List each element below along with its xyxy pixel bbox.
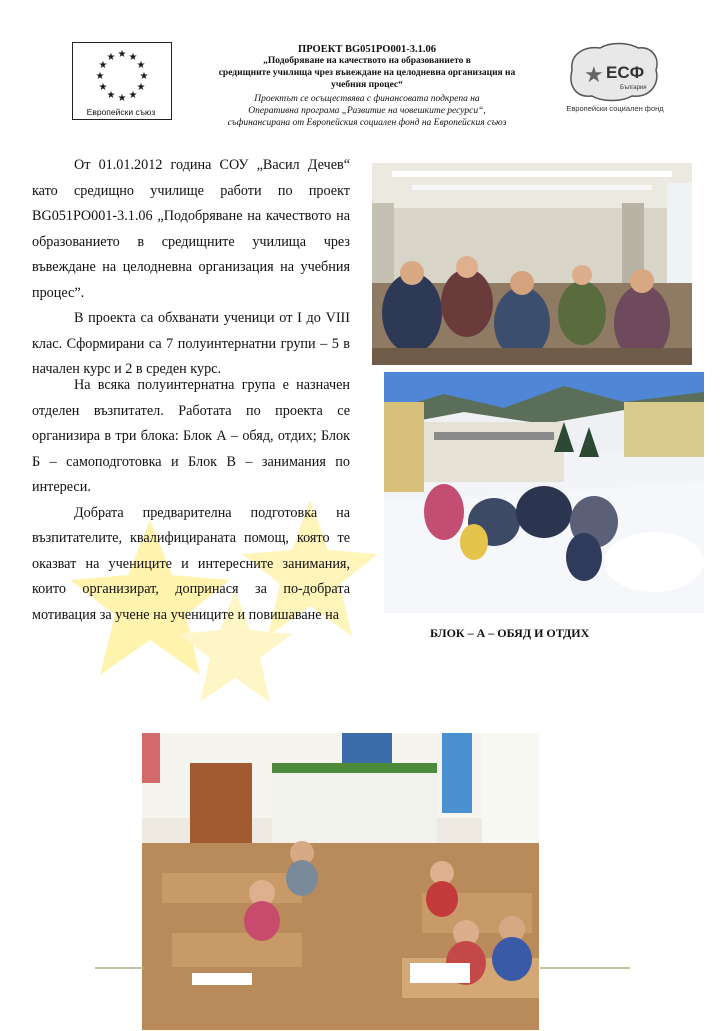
eu-label: Европейски съюз (86, 107, 156, 117)
canteen-photo (372, 163, 692, 365)
svg-text:★: ★ (128, 52, 138, 63)
project-title-3: учебния процес“ (331, 80, 403, 90)
footer-divider-left (95, 967, 143, 969)
svg-text:★: ★ (98, 60, 108, 71)
eu-stars-icon (73, 43, 171, 105)
project-header (178, 44, 556, 129)
svg-text:★: ★ (128, 90, 138, 101)
project-title-1: „Подобряване на качеството на образованието в (263, 56, 471, 66)
svg-text:★: ★ (139, 71, 149, 82)
svg-text:★: ★ (136, 82, 146, 93)
paragraph: В проекта са обхванати ученици от I до VIII клас. Сформирани са 7 полуинтернатни групи – 5 в начален курс и 2 в среден курс. (32, 310, 350, 377)
svg-text:★: ★ (98, 82, 108, 93)
project-code: ПРОЕКТ BG051PO001-3.1.06 (298, 44, 436, 55)
svg-text:★: ★ (106, 90, 116, 101)
svg-text:★: ★ (95, 71, 105, 82)
funding-line-2: Оперативна програма „Развитие на човешките ресурси“, (248, 106, 486, 116)
paragraph: Добрата предварителна подготовка на възпитателите, квалифицираната помощ, която те оказват на учениците и интересните занимания, които организират, допринася за по-добрата мотивация за учене на учениците и повишаване на (32, 504, 350, 623)
funding-line-3: съфинансирана от Европейския социален фонд на Европейския съюз (227, 118, 507, 128)
paragraph: От 01.01.2012 година СОУ „Васил Дечев“ като средищно училище работи по проект BG051PO001-3.1.06 „Подобряване на качеството на образованието в средищните училища чрез въвеждане на целодневна организация на учебния процес”. (32, 157, 350, 301)
esf-sub-text: България (620, 85, 647, 91)
svg-text:★: ★ (106, 52, 116, 63)
intro-text-block (32, 153, 350, 383)
footer-divider-right (540, 967, 630, 969)
esf-logo-text: ЕСФ (606, 63, 645, 82)
snow-playground-photo (384, 372, 704, 613)
paragraph: На всяка полуинтернатна група е назначен отделен възпитател. Работата по проекта се организира в три блока: Блок А – обяд, отдих; Блок Б – самоподготовка и Блок В – занимания по интереси. (32, 377, 350, 495)
project-title-2: средищните училища чрез въвеждане на целодневна организация на (218, 68, 516, 78)
classroom-photo (142, 733, 539, 1030)
esf-logo (566, 40, 662, 104)
details-text-block (32, 373, 350, 628)
svg-text:★: ★ (117, 93, 127, 104)
esf-label: Европейски социален фонд (566, 104, 664, 113)
svg-text:★: ★ (136, 60, 146, 71)
esf-star-icon: ★ (584, 63, 604, 88)
funding-line-1: Проектът се осъществява с финансовата подкрепа на (254, 94, 480, 104)
svg-text:★: ★ (117, 49, 127, 60)
photo-caption: БЛОК – А – ОБЯД И ОТДИХ (430, 626, 590, 640)
